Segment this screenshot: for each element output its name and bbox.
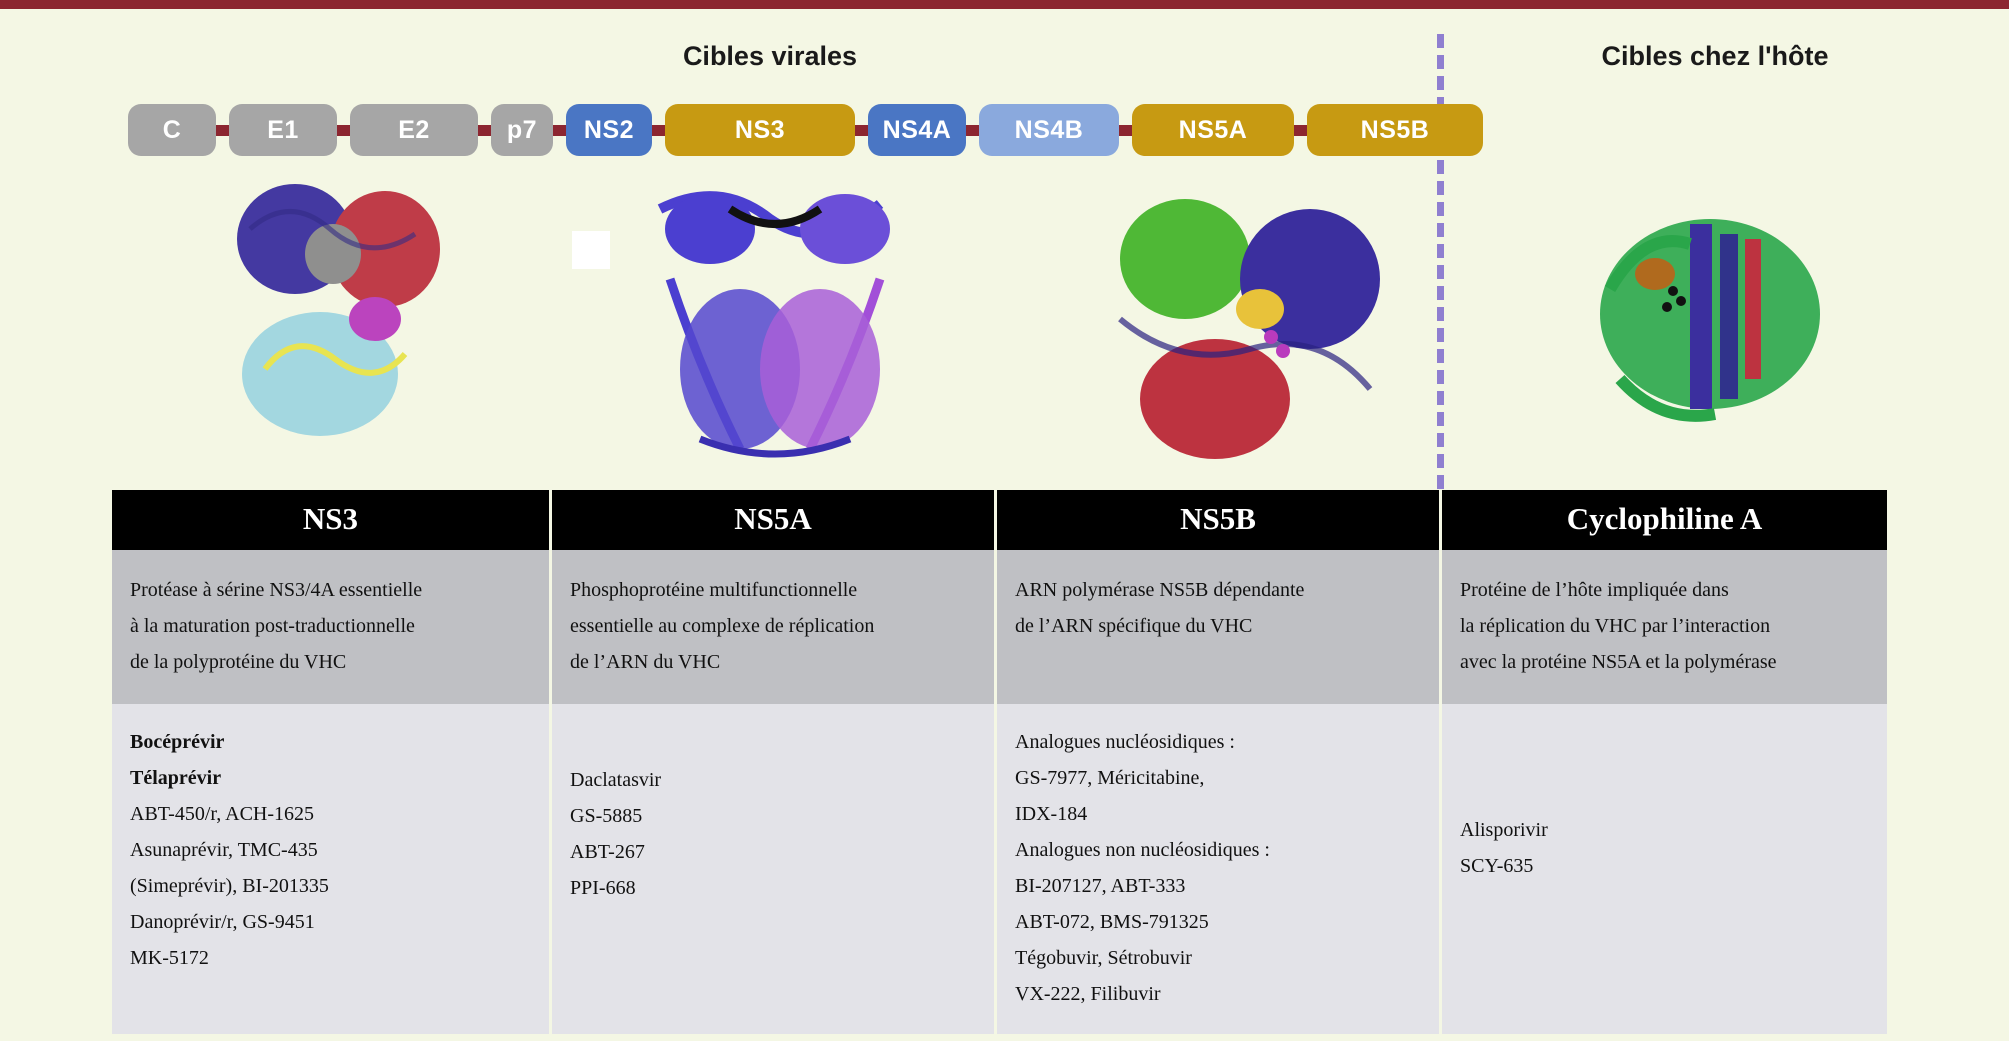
description-line: de l’ARN spécifique du VHC: [1015, 615, 1253, 637]
drug-item: (Simeprévir), BI-201335: [130, 875, 329, 897]
genome-linker: [553, 125, 566, 136]
spacer-white-square: [572, 231, 610, 269]
drug-item: ABT-267: [570, 841, 645, 863]
ns3-protein-structure: [225, 169, 455, 479]
description-line: la réplication du VHC par l’interaction: [1460, 615, 1771, 637]
description-line: de l’ARN du VHC: [570, 651, 721, 673]
genome-segment-ns4b: NS4B: [979, 104, 1119, 156]
host-targets-heading: Cibles chez l'hôte: [1601, 41, 1829, 71]
targets-table: [112, 490, 1887, 1034]
genome-segment-ns5b: NS5B: [1307, 104, 1483, 156]
genome-segment-c: C: [128, 104, 216, 156]
drug-item: Bocéprévir: [130, 731, 225, 753]
table-description-row: [112, 550, 1887, 704]
viral-targets-heading: Cibles virales: [682, 41, 858, 71]
drug-item: Daclatasvir: [570, 769, 662, 791]
drug-item: VX-222, Filibuvir: [1015, 983, 1161, 1005]
column-drugs-cyclophiline-a: [1442, 704, 1887, 1034]
description-line: essentielle au complexe de réplication: [570, 615, 875, 637]
drug-item: Alisporivir: [1460, 819, 1548, 841]
description-line: de la polyprotéine du VHC: [130, 651, 347, 673]
genome-linker: [1294, 125, 1307, 136]
column-title-ns3: NS3: [112, 490, 552, 550]
drug-item: ABT-450/r, ACH-1625: [130, 803, 315, 825]
drug-item: Asunaprévir, TMC-435: [130, 839, 318, 861]
column-title-ns5a: NS5A: [552, 490, 997, 550]
genome-linker: [337, 125, 350, 136]
genome-linker: [1119, 125, 1132, 136]
drug-item: ABT-072, BMS-791325: [1015, 911, 1209, 933]
column-description-cyclophiline-a: [1442, 550, 1887, 704]
drug-item: Danoprévir/r, GS-9451: [130, 911, 315, 933]
drug-item: Télaprévir: [130, 767, 222, 789]
genome-linker: [966, 125, 979, 136]
cyclophilin-a-protein-structure: [1585, 179, 1835, 449]
genome-segment-ns3: NS3: [665, 104, 855, 156]
genome-segment-ns5a: NS5A: [1132, 104, 1294, 156]
figure-frame: [0, 9, 2009, 1041]
column-drugs-ns5b: [997, 704, 1442, 1034]
column-drugs-ns5a: [552, 704, 997, 1034]
description-line: Protéase à sérine NS3/4A essentielle: [130, 579, 423, 601]
column-description-ns5b: [997, 550, 1442, 704]
genome-linker: [652, 125, 665, 136]
drug-item: PPI-668: [570, 877, 636, 899]
description-line: à la maturation post-traductionnelle: [130, 615, 415, 637]
column-drugs-ns3: [112, 704, 552, 1034]
drug-item: MK-5172: [130, 947, 209, 969]
genome-linker: [855, 125, 868, 136]
description-line: avec la protéine NS5A et la polymérase: [1460, 651, 1777, 673]
viral-host-divider: [1437, 34, 1444, 489]
drug-item: Analogues non nucléosidiques :: [1015, 839, 1270, 861]
table-header-row: [112, 490, 1887, 550]
drug-item: IDX-184: [1015, 803, 1088, 825]
drug-item: Analogues nucléosidiques :: [1015, 731, 1235, 753]
drug-item: GS-7977, Méricitabine,: [1015, 767, 1205, 789]
column-title-ns5b: NS5B: [997, 490, 1442, 550]
description-line: ARN polymérase NS5B dépendante: [1015, 579, 1305, 601]
genome-linker: [478, 125, 491, 136]
description-line: Phosphoprotéine multifunctionnelle: [570, 579, 858, 601]
genome-segment-e1: E1: [229, 104, 337, 156]
polyprotein-genome-bar: [128, 104, 1483, 156]
table-drugs-row: [112, 704, 1887, 1034]
drug-item: SCY-635: [1460, 855, 1534, 877]
description-line: Protéine de l’hôte impliquée dans: [1460, 579, 1729, 601]
column-title-cyclophiline-a: Cyclophiline A: [1442, 490, 1887, 550]
drug-item: Tégobuvir, Sétrobuvir: [1015, 947, 1192, 969]
column-description-ns3: [112, 550, 552, 704]
drug-item: BI-207127, ABT-333: [1015, 875, 1186, 897]
column-description-ns5a: [552, 550, 997, 704]
genome-segment-ns4a: NS4A: [868, 104, 966, 156]
genome-linker: [216, 125, 229, 136]
top-accent-bar: [0, 0, 2009, 9]
genome-segment-e2: E2: [350, 104, 478, 156]
ns5a-protein-structure: [630, 169, 920, 479]
genome-segment-ns2: NS2: [566, 104, 652, 156]
genome-segment-p7: p7: [491, 104, 553, 156]
ns5b-protein-structure: [1095, 169, 1395, 479]
drug-item: GS-5885: [570, 805, 643, 827]
